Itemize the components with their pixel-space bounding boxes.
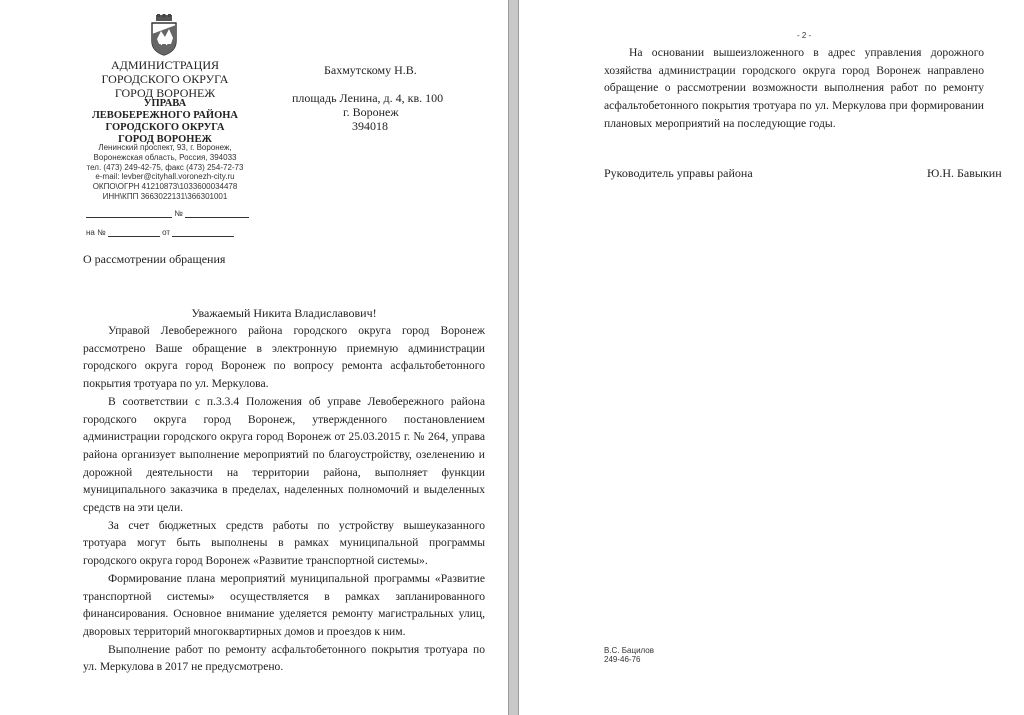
- signature-name: Ю.Н. Бавыкин: [927, 166, 1002, 180]
- org-sub-line-2: ЛЕВОБЕРЕЖНОГО РАЙОНА: [91, 110, 239, 121]
- letter-body: [83, 322, 485, 676]
- body-paragraph-1: Управой Левобережного района городского округа город Воронеж рассмотрено Ваше обращение в электронную приемную администрации городского округа город Воронеж по вопросу ремонта асфальтобетонного покрытия тротуара по ул. Меркулова.: [83, 324, 485, 391]
- document-page-2: [519, 0, 1024, 715]
- reference-number-label: на №: [86, 228, 106, 237]
- org-line-3: ГОРОД ВОРОНЕЖ: [114, 86, 216, 100]
- coat-of-arms-emblem: [149, 14, 179, 56]
- date-label: от: [162, 228, 171, 237]
- org-email: e-mail: levber@cityhall.voronezh-city.ru: [95, 172, 235, 182]
- body-paragraph-5: Выполнение работ по ремонту асфальтобетонного покрытия тротуара по ул. Меркулова в 2017 не предусмотрено.: [83, 642, 485, 674]
- recipient-zip: 394018: [352, 119, 388, 133]
- org-inn: ИНН\КПП 3663022131\366301001: [102, 191, 228, 201]
- page2-paragraph: На основании вышеизложенного в адрес управления дорожного хозяйства администрации городского округа город Воронеж направлено обращение о рассмотрении возможности выполнения работ по ремонту асфальтобетонного покрытия тротуара по ул. Меркулова при формировании плановых мероприятий на последующие годы.: [604, 46, 984, 130]
- body-paragraph-2: В соответствии с п.3.3.4 Положения об управе Левобережного района городского округа город Воронеж, утвержденного постановлением администрации городского округа город Воронеж от 25.03.2015 г. № 264, управа района организует выполнение мероприятий по благоустройству, озеленению и дорожной деятельности на территории района, выполняет функции муниципального заказчика в пределах, наделенных полномочий и выделенных средств на эти цели.: [83, 394, 485, 515]
- org-phone: тел. (473) 249-42-75, факс (473) 254-72-73: [86, 162, 244, 172]
- page2-body: [604, 44, 984, 133]
- recipient-name: Бахмутскому Н.В.: [324, 63, 417, 77]
- org-line-1: АДМИНИСТРАЦИЯ: [111, 58, 219, 72]
- executor-phone: 249-46-76: [604, 655, 641, 664]
- number-label: №: [174, 209, 183, 218]
- document-page-1: [0, 0, 508, 715]
- org-address-1: Ленинский проспект, 93, г. Воронеж,: [98, 143, 232, 152]
- outgoing-number-line: [86, 208, 249, 218]
- body-paragraph-3: За счет бюджетных средств работы по устройству вышеуказанного тротуара могут быть выполнены в рамках муниципальной программы городского округа город Воронеж «Развитие транспортной системы».: [83, 518, 485, 568]
- org-okpo: ОКПО\ОГРН 41210873\1033600034478: [92, 182, 238, 192]
- letter-subject: О рассмотрении обращения: [83, 252, 226, 266]
- org-sub-line-4: ГОРОД ВОРОНЕЖ: [118, 134, 212, 145]
- org-line-2: ГОРОДСКОГО ОКРУГА: [101, 72, 229, 86]
- page-number: - 2 -: [797, 31, 812, 40]
- recipient-city: г. Воронеж: [343, 105, 399, 119]
- body-paragraph-4: Формирование плана мероприятий муниципальной программы «Развитие транспортной системы» осуществляется в рамках запланированного финансирования. Основное внимание уделяется ремонту магистральных улиц, дворовых территорий многоквартирных домов и проездов к ним.: [83, 571, 485, 638]
- reference-number-line: [86, 227, 234, 237]
- org-address-2: Воронежская область, Россия, 394033: [93, 152, 237, 162]
- executor-name: В.С. Бацилов: [604, 646, 654, 655]
- letter-greeting: Уважаемый Никита Владиславович!: [191, 306, 377, 320]
- executor-info: [604, 646, 654, 664]
- org-sub-line-3: ГОРОДСКОГО ОКРУГА: [105, 122, 225, 133]
- org-sub-line-1: УПРАВА: [143, 98, 187, 109]
- recipient-address: площадь Ленина, д. 4, кв. 100: [292, 91, 444, 105]
- page-separator: [508, 0, 519, 715]
- signature-title: Руководитель управы района: [604, 166, 753, 180]
